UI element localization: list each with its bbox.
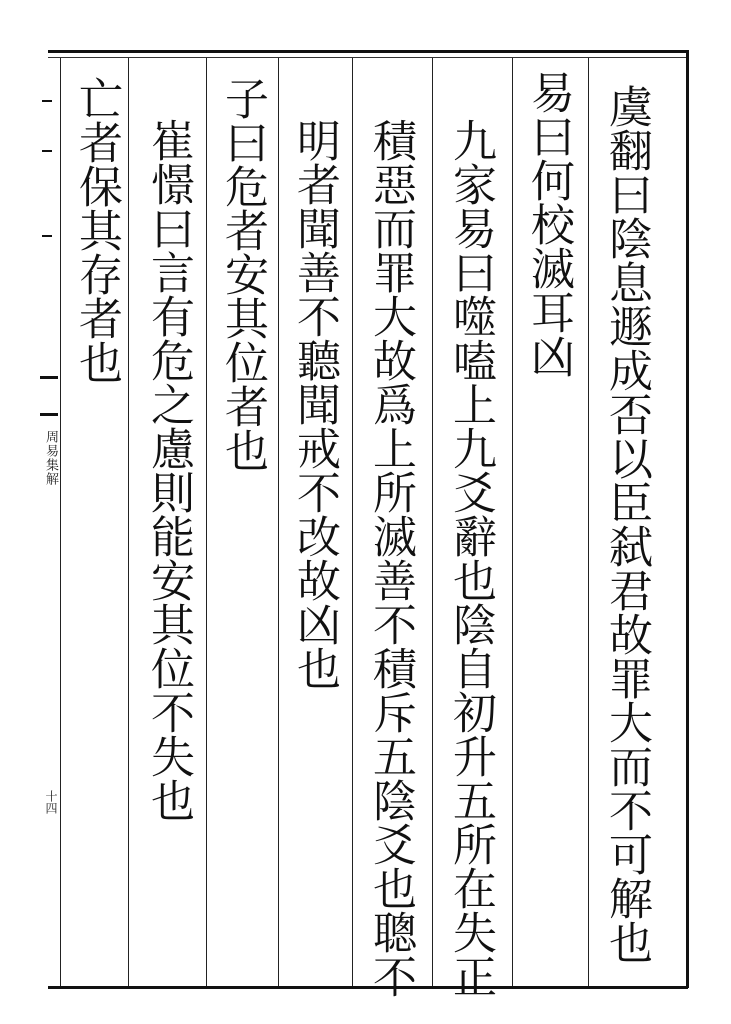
text-column-5: 明者聞善不聽聞戒不改故凶也 [289,118,340,690]
column-rule [432,58,433,986]
frame-top-inner-border [48,57,688,58]
text-column-1: 虞翻曰陰息遯成否以臣弑君故罪大而不可解也 [601,84,652,964]
column-rule [128,58,129,986]
text-column-4: 積惡而罪大故爲上所滅善不積斥五陰爻也聰不 [365,118,416,998]
gutter-page-number: 十四 [44,790,58,814]
column-rule [206,58,207,986]
gutter-tick [42,150,52,152]
frame-right-border [686,50,689,988]
page-gutter [0,60,58,986]
gutter-tick [42,100,52,102]
column-rule [278,58,279,986]
gutter-book-title: 周易集解 [43,430,58,486]
fishtail-mark [40,376,58,416]
column-rule [512,58,513,986]
gutter-tick [42,235,52,237]
text-column-2: 易曰何校滅耳凶 [523,70,574,378]
column-rule [352,58,353,986]
text-column-7: 崔憬曰言有危之慮則能安其位不失也 [143,118,194,822]
frame-left-border [60,58,61,986]
column-rule [588,58,589,986]
frame-top-border [48,50,688,53]
text-column-8: 亡者保其存者也 [71,76,122,384]
text-column-3: 九家易曰噬嗑上九爻辭也陰自初升五所在失正 [445,118,496,998]
text-column-6: 子曰危者安其位者也 [217,76,268,472]
